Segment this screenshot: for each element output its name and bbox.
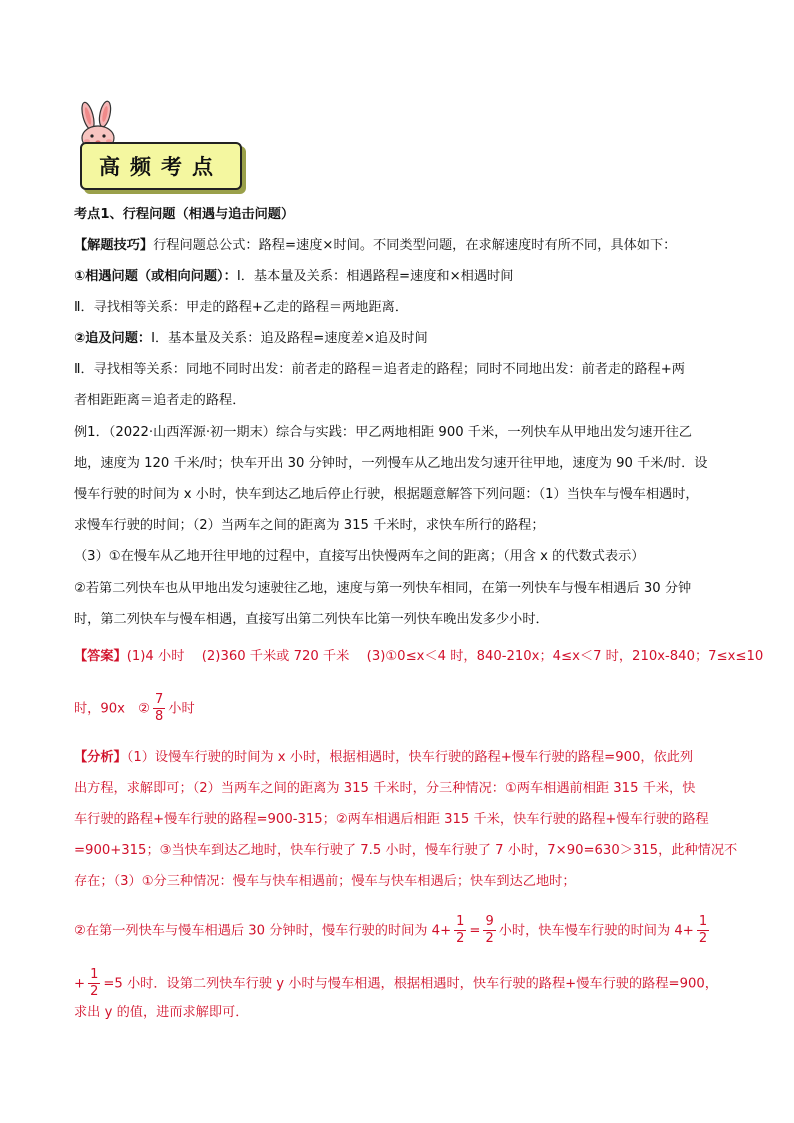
answer-text-2b: 小时 xyxy=(168,701,195,717)
analysis-text-7b: =5 小时．设第二列快车行驶 y 小时与慢车相遇，根据相遇时，快车行驶的路程+慢车行驶的路程=900， xyxy=(103,976,718,992)
meet-text: Ⅰ．基本量及关系：相遇路程=速度和×相遇时间 xyxy=(236,269,514,284)
example-line-5: （3）①在慢车从乙地开往甲地的过程中，直接写出快慢两车之间的距离；（用含 x 的代数式表示） xyxy=(74,549,645,564)
analysis-text-6a: ②在第一列快车与慢车相遇后 30 分钟时，慢车行驶的时间为 4+ xyxy=(74,923,452,939)
analysis-fraction-3 xyxy=(697,914,709,947)
analysis-line-1 xyxy=(74,749,693,767)
example-line-4: 求慢车行驶的时间；（2）当两车之间的距离为 315 千米时，求快车所行的路程； xyxy=(74,518,545,533)
analysis-label: 【分析】 xyxy=(74,750,127,765)
tips-chase-eq-1: Ⅱ．寻找相等关系：同地不同时出发：前者走的路程＝追者走的路程；同时不同地出发：前者走的路程+两 xyxy=(74,362,685,377)
banner-title: 高频考点 xyxy=(99,155,223,179)
answer-text-1: (1)4 小时 (2)360 千米或 720 千米 (3)①0≤x＜4 时，840-210x；4≤x＜7 时，210x-840；7≤x≤10 xyxy=(126,649,764,664)
meet-label: ①相遇问题（或相向问题）： xyxy=(74,269,237,284)
frac-1-num: 1 xyxy=(456,914,465,929)
frac-4-den: 2 xyxy=(90,984,99,999)
tips-meet-eq: Ⅱ．寻找相等关系：甲走的路程+乙走的路程＝两地距离． xyxy=(74,300,409,315)
topic-title: 考点1、行程问题（相遇与追击问题） xyxy=(74,207,295,222)
analysis-text-1: （1）设慢车行驶的时间为 x 小时，根据相遇时，快车行驶的路程+慢车行驶的路程=900，依此列 xyxy=(126,750,694,765)
analysis-fraction-2 xyxy=(483,914,495,947)
section-banner xyxy=(80,142,242,190)
chase-label: ②追及问题： xyxy=(74,331,152,346)
analysis-line-7 xyxy=(74,967,718,1000)
answer-text-2a: 时，90x ② xyxy=(74,701,150,717)
example-line-2: 地，速度为 120 千米/时；快车开出 30 分钟时，一列慢车从乙地出发匀速开往甲地，速度为 90 千米/时．设 xyxy=(74,456,708,471)
tips-label: 【解题技巧】 xyxy=(74,238,154,253)
analysis-text-7a: + xyxy=(74,976,86,992)
frac-2-num: 9 xyxy=(485,914,494,929)
analysis-line-4: =900+315；③当快车到达乙地时，快车行驶了 7.5 小时，慢车行驶了 7 小时，7×90=630＞315，此种情况不 xyxy=(74,843,738,858)
answer-frac-num: 7 xyxy=(154,692,164,707)
analysis-text-6b: 小时，快车慢车行驶的时间为 4+ xyxy=(498,923,694,939)
analysis-fraction-1 xyxy=(454,914,466,947)
analysis-line-5: 存在；（3）①分三种情况：慢车与快车相遇前；慢车与快车相遇后；快车到达乙地时； xyxy=(74,874,576,889)
example-line-7: 时，第二列快车与慢车相遇，直接写出第二列快车比第一列快车晚出发多少小时． xyxy=(74,612,549,627)
answer-line-1 xyxy=(74,648,763,666)
frac-3-den: 2 xyxy=(698,931,708,946)
answer-frac-den: 8 xyxy=(154,709,164,724)
analysis-line-6 xyxy=(74,914,712,947)
example-line-3: 慢车行驶的时间为 x 小时，快车到达乙地后停止行驶，根据题意解答下列问题：（1）当快车与慢车相遇时， xyxy=(74,487,699,502)
frac-4-num: 1 xyxy=(90,967,99,982)
analysis-line-2: 出方程，求解即可；（2）当两车之间的距离为 315 千米时，分三种情况：①两车相遇前相距 315 千米，快 xyxy=(74,781,696,796)
tips-chase-eq-2: 者相距距离＝追者走的路程． xyxy=(74,393,246,408)
tips-meet-line xyxy=(74,268,513,286)
analysis-line-8: 求出 y 的值，进而求解即可． xyxy=(74,1005,249,1020)
frac-2-den: 2 xyxy=(485,931,494,946)
frac-1-den: 2 xyxy=(456,931,465,946)
analysis-line-3: 车行驶的路程+慢车行驶的路程=900-315；②两车相遇后相距 315 千米，快车行驶的路程+慢车行驶的路程 xyxy=(74,812,709,827)
analysis-fraction-4 xyxy=(88,967,100,1000)
tips-chase-line xyxy=(74,330,428,348)
example-line-1: 例1．（2022·山西浑源·初一期末）综合与实践：甲乙两地相距 900 千米，一列快车从甲地出发匀速开往乙 xyxy=(74,425,692,440)
tips-text: 行程问题总公式：路程=速度×时间。不同类型问题，在求解速度时有所不同，具体如下： xyxy=(153,238,677,253)
analysis-eq: = xyxy=(469,923,481,939)
answer-label: 【答案】 xyxy=(74,649,127,664)
answer-fraction xyxy=(153,692,165,725)
example-line-6: ②若第二列快车也从甲地出发匀速驶往乙地，速度与第一列快车相同，在第一列快车与慢车相遇后 30 分钟 xyxy=(74,581,692,596)
chase-text: Ⅰ．基本量及关系：追及路程=速度差×追及时间 xyxy=(151,331,428,346)
answer-line-2 xyxy=(74,692,195,725)
tips-line-1 xyxy=(74,237,676,255)
frac-3-num: 1 xyxy=(698,914,708,929)
